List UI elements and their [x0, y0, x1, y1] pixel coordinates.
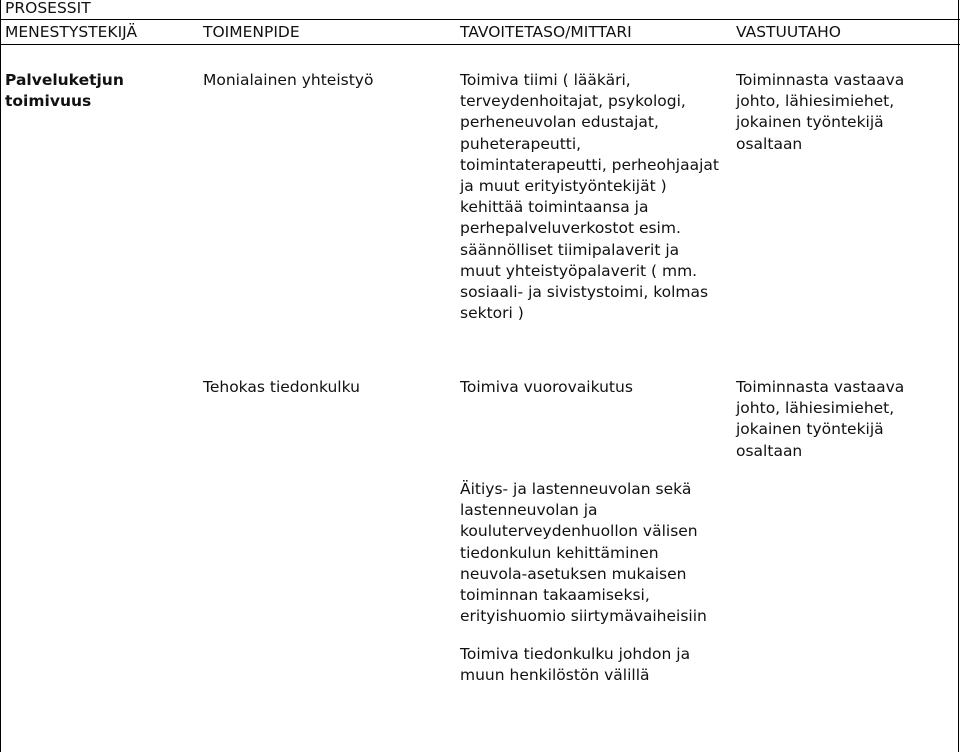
top-border — [0, 19, 960, 20]
row1-responsible: Toiminnasta vastaava johto, lähiesimiehet, jokainen työntekijä osaltaan — [736, 71, 905, 153]
header-responsible: VASTUUTAHO — [736, 23, 841, 41]
left-border — [0, 0, 1, 752]
header-divider — [0, 44, 960, 45]
right-border — [958, 0, 959, 752]
row1-process: Palveluketjun toimivuus — [5, 71, 124, 111]
row2-responsible: Toiminnasta vastaava johto, lähiesimiehet, jokainen työntekijä osaltaan — [736, 378, 905, 460]
header-process: MENESTYSTEKIJÄ — [5, 23, 138, 41]
row4-target: Toimiva tiedonkulku johdon ja muun henkilöstön välillä — [460, 645, 691, 685]
header-target: TAVOITETASO/MITTARI — [460, 23, 632, 41]
header-action: TOIMENPIDE — [203, 23, 300, 41]
row1-target: Toimiva tiimi ( lääkäri, terveydenhoitajat, psykologi, perheneuvolan edustajat, puheterapeutti, toimintaterapeutti, perheohjaajat ja muut erityistyöntekijät ) kehittää toimintaansa ja perhepalveluverkostot esim. säännölliset tiimipalaverit ja muut yhteistyöpalaverit ( mm. sosiaali- ja sivistystoimi, kolmas sektori ) — [460, 71, 719, 323]
row1-action: Monialainen yhteistyö — [203, 71, 374, 89]
row3-target: Äitiys- ja lastenneuvolan sekä lastenneuvolan ja kouluterveydenhuollon välisen tiedonkulun kehittäminen neuvola-asetuksen mukaisen toiminnan takaamiseksi, erityishuomio siirtymävaiheisiin — [460, 480, 707, 626]
section-label: PROSESSIT — [5, 0, 91, 17]
row2-target: Toimiva vuorovaikutus — [460, 378, 633, 396]
row2-action: Tehokas tiedonkulku — [203, 378, 360, 396]
